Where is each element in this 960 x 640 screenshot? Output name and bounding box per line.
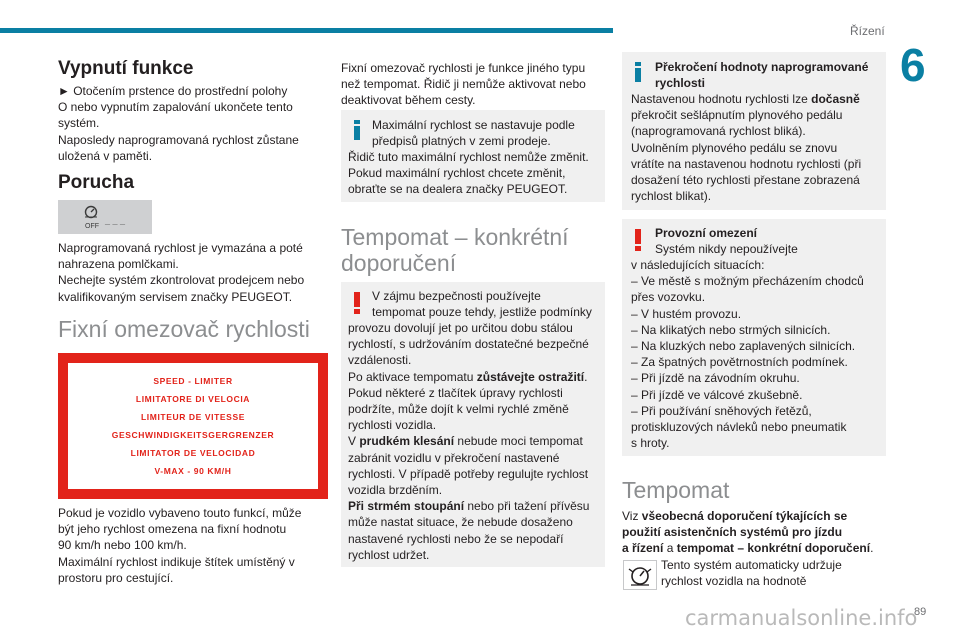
text-line: Nechejte systém zkontrolovat prodejcem nebo [58, 273, 305, 288]
text-line: Pokud maximální rychlost chcete změnit, [348, 166, 566, 181]
text-line: rychlosti vozidla. [348, 418, 437, 433]
text-line: V zájmu bezpečnosti používejte [372, 289, 541, 303]
bold-text: zůstávejte ostražití [476, 369, 585, 384]
text-line: systém. [58, 116, 100, 131]
watermark: carmanualsonline.info [685, 606, 918, 630]
fixni-text [58, 505, 323, 586]
warning-box-limitations [622, 219, 886, 456]
tempomat-desc [661, 557, 886, 589]
bold-text: Při strmém stoupání [348, 499, 465, 514]
sticker-line: LIMITATORE DI VELOCIA [135, 394, 251, 404]
text-line: rychlost blikat). [631, 189, 712, 204]
text-line: překročit sešlápnutím plynového pedálu [631, 108, 843, 123]
heading-porucha: Porucha [58, 172, 135, 193]
warn-title [655, 225, 883, 257]
text-line: rychlostí, s udržováním dostatečné bezpečné [348, 337, 589, 352]
text-line [622, 540, 887, 556]
speed-limiter-off-display [58, 200, 152, 234]
list-item: – Za špatných povětrnostních podmínek. [631, 355, 848, 370]
sticker-line: LIMITATOR DE VELOCIDAD [130, 448, 256, 458]
text-span: nebude moci tempomat [454, 434, 583, 449]
bold-text: tempomat – konkrétní doporučení [676, 541, 871, 556]
text-span: a [663, 541, 677, 556]
text-line: (naprogramovaná rychlost bliká). [631, 124, 806, 139]
sticker-line: V-MAX - 90 KM/H [154, 466, 232, 476]
text-line: provozu dovolují jet po určitou dobu stálou [348, 321, 573, 335]
text-line [631, 91, 886, 107]
text-line: může nastat situace, že nebude dosaženo [348, 515, 573, 530]
text-line: Tento systém automaticky udržuje [661, 558, 842, 572]
text-line [655, 75, 883, 91]
text-line [622, 524, 887, 540]
text-span: . [870, 541, 874, 556]
text-line: Naposledy naprogramovaná rychlost zůstane [58, 132, 299, 147]
text-span: Po aktivace tempomatu [348, 369, 477, 384]
fixni-intro-text [341, 60, 606, 109]
bold-text: a řízení [622, 541, 664, 556]
text-line: Naprogramovaná rychlost je vymazána a poté [58, 241, 303, 255]
text-line: zabránit vozidlu v překročení nastavené [348, 450, 560, 465]
heading-line: doporučení [341, 250, 457, 276]
info-text-top [372, 117, 602, 149]
text-line [348, 498, 603, 514]
header-accent-bar [0, 28, 613, 33]
list-item: – Při jízdě na závodním okruhu. [631, 371, 800, 386]
text-line: 90 km/h nebo 100 km/h. [58, 538, 187, 553]
heading-line: Tempomat – konkrétní [341, 224, 569, 250]
text-line: Maximální rychlost indikuje štítek umístěný v [58, 554, 295, 569]
text-span: V [348, 434, 360, 449]
bold-text: použití asistenčních systémů pro jízdu [622, 525, 843, 540]
page-number: 89 [914, 606, 927, 618]
text-line: přes vozovku. [631, 290, 706, 305]
text-line: Maximální rychlost se nastavuje podle [372, 118, 575, 132]
text-line: protiskluzových návleků nebo pneumatik [631, 420, 847, 435]
bold-text: rychlosti [655, 76, 706, 91]
cruise-control-icon [624, 561, 656, 589]
text-line [655, 59, 883, 75]
text-line: rychlosti. V případě potřeby regulujte rychlost [348, 466, 589, 481]
sticker-line: LIMITEUR DE VITESSE [141, 412, 245, 422]
off-dashes: _ _ _ [105, 216, 126, 226]
text-line [348, 369, 603, 385]
text-span: Nastavenou hodnotu rychlosti lze [631, 92, 812, 106]
list-item: – Na kluzkých nebo zaplavených silnicích. [631, 339, 856, 354]
text-line [622, 508, 887, 524]
warning-icon [635, 229, 641, 251]
off-label: OFF [85, 223, 99, 230]
text-line: rychlost udržet. [348, 547, 430, 562]
porucha-text [58, 240, 318, 305]
text-line: kvalifikovaným servisem značky PEUGEOT. [58, 289, 293, 304]
text-span: Viz [622, 509, 642, 523]
bold-text: dočasně [811, 92, 860, 106]
text-line: uložená v paměti. [58, 148, 153, 163]
list-item: – Ve městě s možným přecházením chodců [631, 274, 864, 289]
heading-fixni-omezovac: Fixní omezovač rychlosti [58, 316, 310, 342]
info-box-overspeed [622, 52, 886, 210]
info-body [631, 91, 886, 204]
text-line: Řidič tuto maximální rychlost nemůže změnit. [348, 150, 589, 164]
sticker-line: SPEED - LIMITER [153, 376, 233, 386]
chapter-number: 6 [900, 39, 926, 91]
text-line: deaktivovat během cesty. [341, 93, 476, 108]
bold-text: Provozní omezení [655, 226, 758, 240]
text-line: rychlost vozidla na hodnotě [661, 574, 807, 589]
text-line: být jeho rychlost omezena na fixní hodnotu [58, 522, 287, 537]
text-line: podržíte, může dojít k velmi rychlé změně [348, 402, 569, 417]
warning-box-safety [341, 282, 605, 567]
warn-text-top [372, 288, 602, 320]
info-icon [635, 62, 641, 82]
list-item: – Při používání sněhových řetězů, [631, 403, 812, 418]
text-line [348, 433, 603, 449]
speed-limiter-off-icon [58, 200, 152, 234]
text-line: vrátíte na nastavenou hodnotu rychlosti (při [631, 156, 862, 171]
text-span: nebo při tažení přívěsu [464, 499, 590, 514]
info-title [655, 59, 883, 91]
cruise-control-icon-box [623, 560, 657, 590]
text-line: Uvolněním plynového pedálu se znovu [631, 140, 838, 155]
text-line: nastavené rychlosti nebo že se nepodaří [348, 531, 564, 546]
text-line [655, 225, 883, 241]
text-line: dosažení této rychlosti přestane zobrazená [631, 173, 860, 188]
speed-limiter-sticker [58, 353, 328, 499]
heading-tempomat: Tempomat [622, 477, 730, 503]
vypnuti-text [58, 83, 318, 164]
warn-list [631, 257, 886, 451]
heading-tempomat-doporuceni [341, 224, 569, 276]
text-line: nahrazena pomlčkami. [58, 257, 179, 272]
info-icon [354, 120, 360, 140]
text-line: než tempomat. Řidič ji nemůže aktivovat nebo [341, 77, 586, 92]
bold-text: prudkém klesání [359, 434, 455, 449]
text-span: . [584, 369, 588, 384]
info-text-bottom [348, 149, 603, 198]
sticker-inner [68, 363, 318, 489]
warn-text-body [348, 320, 603, 563]
text-line: Pokud je vozidlo vybaveno touto funkcí, může [58, 506, 302, 520]
heading-vypnuti-funkce: Vypnutí funkce [58, 58, 194, 79]
text-line: obraťte se na dealera značky PEUGEOT. [348, 182, 568, 197]
list-item: – Při jízdě ve válcové zkušebně. [631, 387, 803, 402]
text-line: předpisů platných v zemi prodeje. [372, 134, 551, 149]
text-line: vozidla brzděním. [348, 483, 443, 498]
text-line: v následujících situacích: [631, 258, 765, 272]
text-line: vzdálenosti. [348, 353, 412, 368]
bold-text: Překročení hodnoty naprogramované [655, 60, 869, 74]
text-line: s hroty. [631, 436, 670, 451]
list-item: – Na klikatých nebo strmých silnicích. [631, 322, 831, 337]
running-head: Řízení [850, 24, 885, 38]
sticker-line: GESCHWINDIGKEITSGERGRENZER [111, 430, 275, 440]
text-line: Pokud některé z tlačítek úpravy rychlosti [348, 385, 563, 400]
text-line: Systém nikdy nepoužívejte [655, 242, 798, 257]
text-line: O nebo vypnutím zapalování ukončete tento [58, 100, 293, 115]
warning-icon [354, 292, 360, 314]
tempomat-intro [622, 508, 887, 557]
text-line: tempomat pouze tehdy, jestliže podmínky [372, 305, 592, 320]
text-line: prostoru pro cestující. [58, 570, 174, 585]
text-line: Fixní omezovač rychlosti je funkce jiného typu [341, 61, 586, 75]
list-item: – V hustém provozu. [631, 306, 742, 321]
bold-text: všeobecná doporučení týkajících se [641, 509, 848, 523]
info-box-max-speed [341, 110, 605, 202]
text-line: ► Otočením prstence do prostřední polohy [58, 84, 288, 98]
